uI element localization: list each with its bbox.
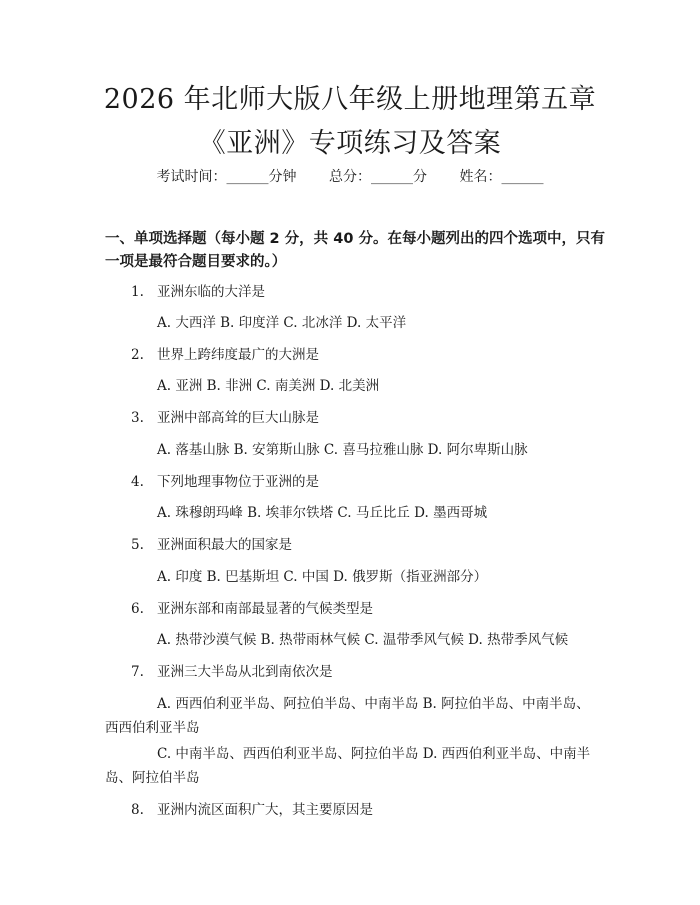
- options-line: A. 西西伯利亚半岛、阿拉伯半岛、中南半岛 B. 阿拉伯半岛、中南半岛、西西伯利亚半岛: [105, 696, 590, 736]
- question-5-options: [105, 565, 595, 589]
- options-line: A. 热带沙漠气候 B. 热带雨林气候 C. 温带季风气候 D. 热带季风气候: [157, 632, 569, 648]
- question-stem: 亚洲三大半岛从北到南依次是: [157, 664, 333, 680]
- question-number: 8.: [131, 802, 144, 818]
- question-stem: 世界上跨纬度最广的大洲是: [157, 347, 319, 363]
- question-number: 5.: [131, 537, 144, 553]
- options-line: A. 亚洲 B. 非洲 C. 南美洲 D. 北美洲: [157, 378, 380, 394]
- question-3-options: [105, 438, 595, 462]
- question-number: 3.: [131, 410, 144, 426]
- exam-meta: [0, 167, 700, 187]
- question-number: 2.: [131, 347, 144, 363]
- question-number: 1.: [131, 284, 144, 300]
- question-2-options: [105, 374, 595, 398]
- question-5: [105, 535, 605, 555]
- total-score-field: 总分：______分: [329, 169, 427, 185]
- question-6-options: [105, 628, 595, 652]
- question-stem: 下列地理事物位于亚洲的是: [157, 474, 319, 490]
- student-name-field: 姓名：______: [459, 169, 544, 185]
- question-1: [105, 282, 605, 302]
- options-line: A. 落基山脉 B. 安第斯山脉 C. 喜马拉雅山脉 D. 阿尔卑斯山脉: [157, 442, 528, 458]
- question-8: [105, 800, 605, 820]
- exam-time-field: 考试时间：______分钟: [156, 169, 297, 185]
- question-number: 7.: [131, 664, 144, 680]
- question-stem: 亚洲内流区面积广大，其主要原因是: [157, 802, 373, 818]
- section-heading: 一、单项选择题（每小题 2 分，共 40 分。在每小题列出的四个选项中，只有一项是最符合题目要求的。）: [105, 231, 605, 270]
- question-7: [105, 662, 605, 682]
- options-line: A. 珠穆朗玛峰 B. 埃菲尔铁塔 C. 马丘比丘 D. 墨西哥城: [157, 505, 488, 521]
- question-stem: 亚洲面积最大的国家是: [157, 537, 292, 553]
- question-7-options-a-b: [105, 692, 595, 740]
- question-7-options-c-d: [105, 742, 595, 790]
- question-number: 6.: [131, 601, 144, 617]
- question-4: [105, 472, 605, 492]
- question-2: [105, 345, 605, 365]
- question-stem: 亚洲东临的大洋是: [157, 284, 265, 300]
- question-number: 4.: [131, 474, 144, 490]
- options-line: C. 中南半岛、西西伯利亚半岛、阿拉伯半岛 D. 西西伯利亚半岛、中南半岛、阿拉伯半岛: [105, 746, 591, 786]
- question-3: [105, 408, 605, 428]
- question-6: [105, 599, 605, 619]
- question-stem: 亚洲中部高耸的巨大山脉是: [157, 410, 319, 426]
- question-stem: 亚洲东部和南部最显著的气候类型是: [157, 601, 373, 617]
- question-4-options: [105, 501, 595, 525]
- options-line: A. 大西洋 B. 印度洋 C. 北冰洋 D. 太平洋: [157, 315, 407, 331]
- question-1-options: [105, 311, 595, 335]
- document-title: 2026 年北师大版八年级上册地理第五章《亚洲》专项练习及答案: [103, 84, 597, 159]
- options-line: A. 印度 B. 巴基斯坦 C. 中国 D. 俄罗斯（指亚洲部分）: [157, 569, 488, 585]
